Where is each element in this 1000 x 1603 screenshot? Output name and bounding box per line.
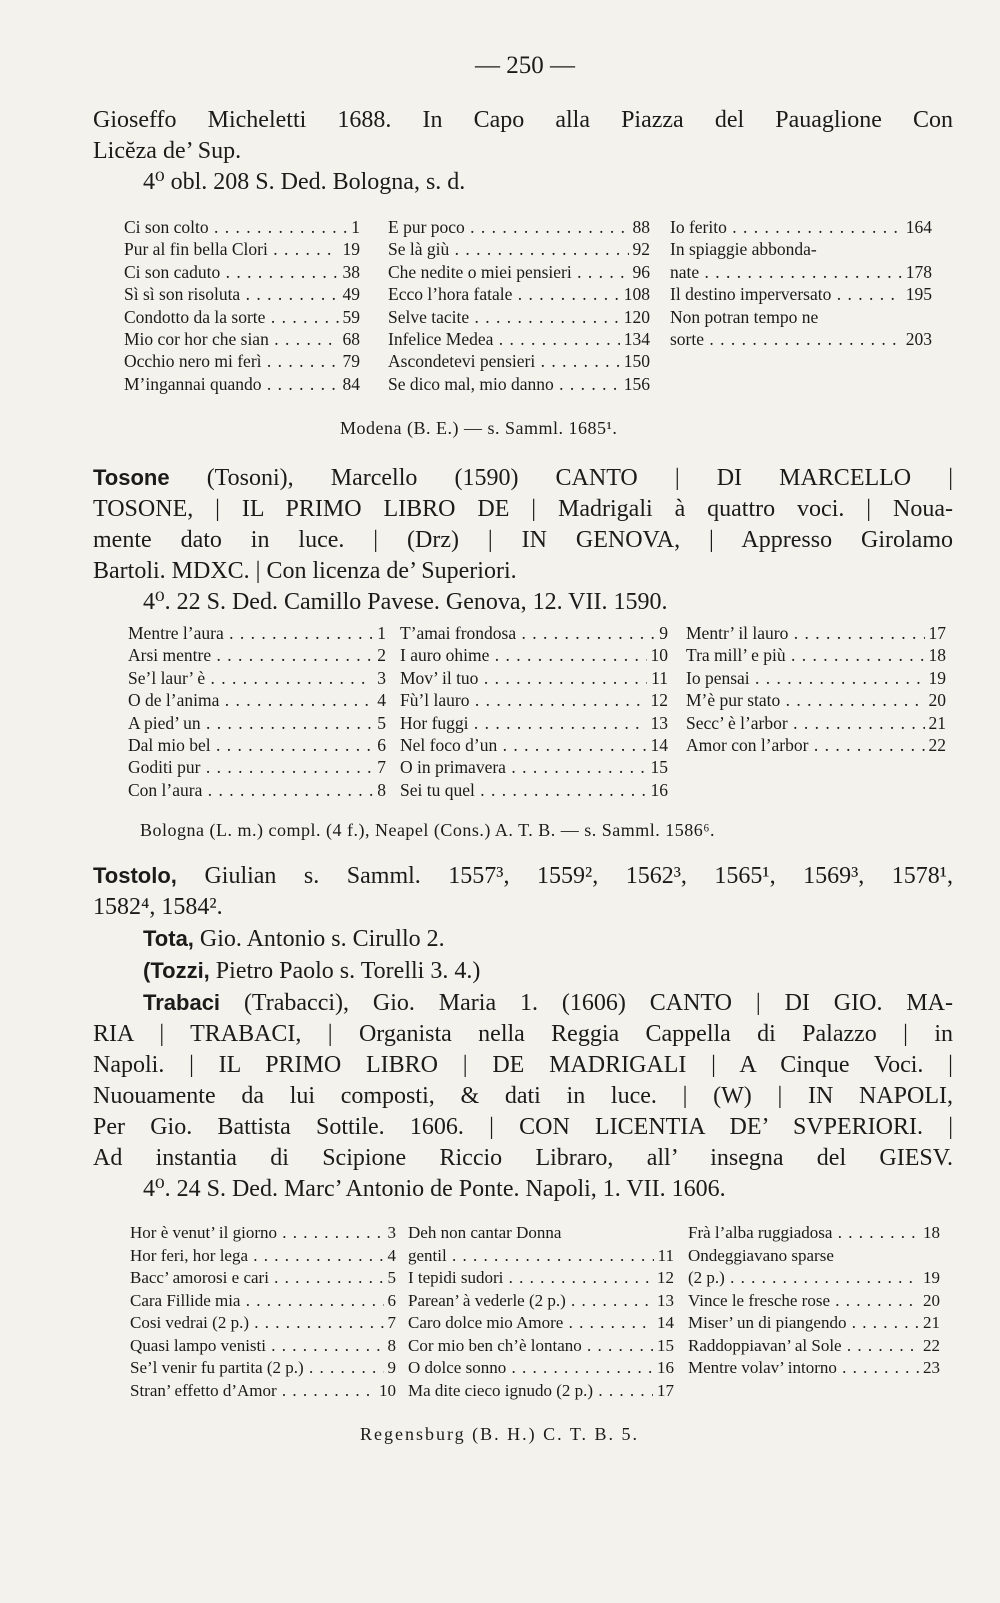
index-title: M’è pur stato . . . bbox=[686, 689, 925, 711]
index-title: Vince le fresche rose . . . bbox=[688, 1290, 919, 1313]
index-page-number: 22 bbox=[925, 734, 947, 756]
index-row bbox=[688, 1312, 940, 1335]
index-title: Hor è venut’ il giorno . . . bbox=[130, 1222, 384, 1245]
trabaci-line-3: Napoli. | IL PRIMO LIBRO | DE MADRIGALI | A Cinque Voci. | bbox=[93, 1052, 953, 1078]
index-page-number: 23 bbox=[919, 1357, 940, 1380]
index-title: Selve tacite . . . bbox=[388, 306, 620, 328]
index-page-number: 4 bbox=[373, 689, 386, 711]
index-title: Pur al fin bella Clori . . . bbox=[124, 238, 339, 260]
index-row bbox=[124, 238, 360, 260]
index-row bbox=[124, 350, 360, 372]
index-row bbox=[400, 667, 668, 689]
tota-text: Gio. Antonio s. Cirullo 2. bbox=[199, 926, 445, 952]
index-page-number: 16 bbox=[653, 1357, 674, 1380]
index-row bbox=[130, 1312, 396, 1335]
index-page-number: 17 bbox=[653, 1380, 674, 1403]
index-title: Mentre volav’ intorno . . . bbox=[688, 1357, 919, 1380]
index-row bbox=[670, 238, 932, 260]
tosone-index-table bbox=[128, 622, 946, 801]
index-page-number: 21 bbox=[919, 1312, 940, 1335]
index-row bbox=[670, 283, 932, 305]
index-row bbox=[388, 216, 650, 238]
tostolo-entry bbox=[93, 860, 953, 1205]
index-title: A pied’ un . . . bbox=[128, 712, 373, 734]
index-page-number: 1 bbox=[347, 216, 360, 238]
index-page-number: 38 bbox=[339, 261, 361, 283]
index-title: Ondeggiavano sparse bbox=[688, 1245, 834, 1265]
index-page-number: 3 bbox=[373, 667, 386, 689]
index-page-number: 5 bbox=[384, 1267, 397, 1290]
index-page-number: 4 bbox=[384, 1245, 397, 1268]
index-title: Parean’ à vederle (2 p.) . . . bbox=[408, 1290, 653, 1313]
tosone-entry bbox=[93, 462, 953, 618]
index-title: I auro ohime . . . bbox=[400, 644, 647, 666]
index-page-number: 150 bbox=[620, 350, 650, 372]
index-page-number: 6 bbox=[373, 734, 386, 756]
index-row bbox=[128, 779, 386, 801]
index-title: Secc’ è l’arbor . . . bbox=[686, 712, 925, 734]
index-row bbox=[128, 622, 386, 644]
index-row bbox=[408, 1290, 674, 1313]
index-page-number: 9 bbox=[655, 622, 668, 644]
index-row bbox=[686, 734, 946, 756]
tota-name: Tota, bbox=[143, 926, 194, 951]
index-page-number: 108 bbox=[620, 283, 650, 305]
index-row bbox=[388, 350, 650, 372]
index-title: Cosi vedrai (2 p.) . . . bbox=[130, 1312, 384, 1335]
index-title: Se’l laur’ è . . . bbox=[128, 667, 373, 689]
index-title: E pur poco . . . bbox=[388, 216, 629, 238]
tosone-line-2: TOSONE, | IL PRIMO LIBRO DE | Madrigali à quattro voci. | Noua- bbox=[93, 496, 953, 522]
index-row bbox=[130, 1222, 396, 1245]
index-row bbox=[388, 306, 650, 328]
index-row bbox=[124, 261, 360, 283]
index-title: Arsi mentre . . . bbox=[128, 644, 373, 666]
index-row bbox=[388, 261, 650, 283]
index-row bbox=[688, 1335, 940, 1358]
tosone-line-3: mente dato in luce. | (Drz) | IN GENOVA, | Appresso Girolamo bbox=[93, 527, 953, 553]
index-page-number: 17 bbox=[925, 622, 947, 644]
index-row bbox=[408, 1357, 674, 1380]
index-title: Mentre l’aura . . . bbox=[128, 622, 373, 644]
index-title: Mio cor hor che sian . . . bbox=[124, 328, 339, 350]
trabaci-line-4: Nuouamente da lui composti, & dati in luce. | (W) | IN NAPOLI, bbox=[93, 1083, 953, 1109]
tosone-location: Bologna (L. m.) compl. (4 f.), Neapel (Cons.) A. T. B. — s. Samml. 1586⁶. bbox=[140, 820, 716, 840]
micheletti-entry bbox=[93, 105, 953, 198]
index-page-number: 10 bbox=[375, 1380, 396, 1403]
index-page-number: 203 bbox=[902, 328, 932, 350]
tosone-col-3 bbox=[686, 622, 946, 801]
index-title: Amor con l’arbor . . . bbox=[686, 734, 925, 756]
micheletti-line-3: 4⁰ obl. 208 S. Ded. Bologna, s. d. bbox=[143, 169, 466, 195]
index-title: Il destino imperversato . . . bbox=[670, 283, 902, 305]
index-title: Ci son caduto . . . bbox=[124, 261, 339, 283]
trabaci-col-3 bbox=[688, 1222, 940, 1402]
index-page-number: 3 bbox=[384, 1222, 397, 1245]
index-page-number: 134 bbox=[620, 328, 650, 350]
index-title: Ma dite cieco ignudo (2 p.) . . . bbox=[408, 1380, 653, 1403]
index-row bbox=[128, 644, 386, 666]
index-row bbox=[130, 1380, 396, 1403]
index-title: Con l’aura . . . bbox=[128, 779, 373, 801]
tostolo-line-1: Giulian s. Samml. 1557³, 1559², 1562³, 1565¹, 1569³, 1578¹, bbox=[204, 863, 953, 889]
index-title: O dolce sonno . . . bbox=[408, 1357, 653, 1380]
index-title: Se là giù . . . bbox=[388, 238, 629, 260]
index-title: Io ferito . . . bbox=[670, 216, 902, 238]
index-title: Dal mio bel . . . bbox=[128, 734, 373, 756]
index-page-number: 7 bbox=[373, 756, 386, 778]
index-page-number: 21 bbox=[925, 712, 947, 734]
index-title: Mentr’ il lauro . . . bbox=[686, 622, 925, 644]
index-page-number: 11 bbox=[647, 667, 668, 689]
trabaci-line-2: RIA | TRABACI, | Organista nella Reggia Cappella di Palazzo | in bbox=[93, 1021, 953, 1047]
index-row bbox=[128, 734, 386, 756]
index-row bbox=[128, 712, 386, 734]
index-row bbox=[128, 756, 386, 778]
index-title: Se’l venir fu partita (2 p.) . . . bbox=[130, 1357, 384, 1380]
index-title: Frà l’alba ruggiadosa . . . bbox=[688, 1222, 919, 1245]
trabaci-line-7: 4⁰. 24 S. Ded. Marc’ Antonio de Ponte. Napoli, 1. VII. 1606. bbox=[143, 1176, 726, 1202]
index-page-number: 88 bbox=[629, 216, 651, 238]
tosone-line-1: (Tosoni), Marcello (1590) CANTO | DI MARCELLO | bbox=[206, 465, 954, 491]
index-page-number: 19 bbox=[925, 667, 947, 689]
index-page-number: 68 bbox=[339, 328, 361, 350]
index-title: Deh non cantar Donna bbox=[408, 1223, 562, 1242]
index-row bbox=[688, 1290, 940, 1313]
index-row bbox=[400, 689, 668, 711]
index-page-number: 19 bbox=[339, 238, 361, 260]
index-row bbox=[408, 1380, 674, 1403]
index-page-number: 120 bbox=[620, 306, 650, 328]
index-page-number: 9 bbox=[384, 1357, 397, 1380]
index-page-number: 2 bbox=[373, 644, 386, 666]
index-page-number: 178 bbox=[902, 261, 932, 283]
index-title: Condotto da la sorte . . . bbox=[124, 306, 339, 328]
index-page-number: 13 bbox=[647, 712, 669, 734]
micheletti-col-3 bbox=[670, 216, 932, 395]
tosone-name: Tosone bbox=[93, 465, 170, 490]
index-title: (2 p.) . . . bbox=[688, 1267, 919, 1290]
index-row bbox=[670, 216, 932, 238]
index-row bbox=[130, 1267, 396, 1290]
index-title: Ci son colto . . . bbox=[124, 216, 347, 238]
index-title: In spiaggie abbonda- bbox=[670, 239, 817, 260]
index-row bbox=[388, 238, 650, 260]
index-page-number: 16 bbox=[647, 779, 669, 801]
index-title: Io pensai . . . bbox=[686, 667, 925, 689]
tosone-col-1 bbox=[128, 622, 386, 801]
index-title: gentil . . . bbox=[408, 1245, 654, 1268]
index-row bbox=[400, 622, 668, 644]
index-title: Bacc’ amorosi e cari . . . bbox=[130, 1267, 384, 1290]
index-page-number: 15 bbox=[647, 756, 669, 778]
tosone-col-2 bbox=[400, 622, 668, 801]
index-title: Raddoppiavan’ al Sole . . . bbox=[688, 1335, 919, 1358]
index-title: Stran’ effetto d’Amor . . . bbox=[130, 1380, 375, 1403]
index-row bbox=[686, 667, 946, 689]
index-title: Sì sì son risoluta . . . bbox=[124, 283, 339, 305]
index-row bbox=[124, 216, 360, 238]
index-title: Quasi lampo venisti . . . bbox=[130, 1335, 384, 1358]
index-title: O in primavera . . . bbox=[400, 756, 647, 778]
trabaci-col-1 bbox=[130, 1222, 396, 1402]
micheletti-col-2 bbox=[388, 216, 650, 395]
index-page-number: 6 bbox=[384, 1290, 397, 1313]
index-page-number: 14 bbox=[647, 734, 669, 756]
index-row bbox=[388, 283, 650, 305]
trabaci-line-5: Per Gio. Battista Sottile. 1606. | CON LICENTIA DE’ SVPERIORI. | bbox=[93, 1114, 953, 1140]
index-row bbox=[400, 734, 668, 756]
index-row bbox=[130, 1357, 396, 1380]
index-title: Che nedite o miei pensieri . . . bbox=[388, 261, 629, 283]
micheletti-line-2: Licĕza de’ Sup. bbox=[93, 138, 242, 164]
index-title: Goditi pur . . . bbox=[128, 756, 373, 778]
tosone-line-5: 4⁰. 22 S. Ded. Camillo Pavese. Genova, 12. VII. 1590. bbox=[143, 589, 668, 615]
index-title: Hor fuggi . . . bbox=[400, 712, 647, 734]
index-row bbox=[124, 328, 360, 350]
index-title: I tepidi sudori . . . bbox=[408, 1267, 653, 1290]
index-page-number: 14 bbox=[653, 1312, 674, 1335]
index-row bbox=[124, 283, 360, 305]
index-title: Hor feri, hor lega . . . bbox=[130, 1245, 384, 1268]
index-title: Cor mio ben ch’è lontano . . . bbox=[408, 1335, 653, 1358]
index-page-number: 18 bbox=[919, 1222, 940, 1245]
index-page-number: 20 bbox=[925, 689, 947, 711]
index-page-number: 22 bbox=[919, 1335, 940, 1358]
index-title: Cara Fillide mia . . . bbox=[130, 1290, 384, 1313]
index-row bbox=[124, 306, 360, 328]
index-title: T’amai frondosa . . . bbox=[400, 622, 655, 644]
index-title: Non potran tempo ne bbox=[670, 306, 819, 327]
micheletti-index-table bbox=[124, 216, 932, 395]
index-row bbox=[670, 328, 932, 350]
index-page-number: 79 bbox=[339, 350, 361, 372]
index-row bbox=[400, 756, 668, 778]
index-page-number: 5 bbox=[373, 712, 386, 734]
trabaci-location: Regensburg (B. H.) C. T. B. 5. bbox=[360, 1424, 639, 1444]
index-title: Tra mill’ e più . . . bbox=[686, 644, 925, 666]
index-row bbox=[408, 1245, 674, 1268]
index-title: nate . . . bbox=[670, 261, 902, 283]
index-row bbox=[388, 328, 650, 350]
index-title: Ascondetevi pensieri . . . bbox=[388, 350, 620, 372]
index-title: Sei tu quel . . . bbox=[400, 779, 647, 801]
index-page-number: 19 bbox=[919, 1267, 940, 1290]
index-title: Ecco l’hora fatale . . . bbox=[388, 283, 620, 305]
index-title: Infelice Medea . . . bbox=[388, 328, 620, 350]
index-page-number: 49 bbox=[339, 283, 361, 305]
index-page-number: 11 bbox=[654, 1245, 674, 1268]
index-page-number: 12 bbox=[647, 689, 669, 711]
tozzi-text: Pietro Paolo s. Torelli 3. 4.) bbox=[215, 958, 481, 984]
index-page-number: 195 bbox=[902, 283, 932, 305]
index-row bbox=[686, 689, 946, 711]
index-page-number: 59 bbox=[339, 306, 361, 328]
trabaci-index-table bbox=[130, 1222, 940, 1402]
index-page-number: 12 bbox=[653, 1267, 674, 1290]
index-page-number: 164 bbox=[902, 216, 932, 238]
index-page-number: 92 bbox=[629, 238, 651, 260]
index-row bbox=[130, 1335, 396, 1358]
trabaci-line-6: Ad instantia di Scipione Riccio Libraro, all’ insegna del GIESV. bbox=[93, 1145, 953, 1171]
index-row bbox=[688, 1267, 940, 1290]
index-page-number: 7 bbox=[384, 1312, 397, 1335]
index-row bbox=[400, 644, 668, 666]
index-page-number: 15 bbox=[653, 1335, 674, 1358]
trabaci-name: Trabaci bbox=[143, 990, 221, 1015]
index-row bbox=[686, 622, 946, 644]
index-title: O de l’anima . . . bbox=[128, 689, 373, 711]
tostolo-line-2: 1582⁴, 1584². bbox=[93, 894, 223, 920]
index-row bbox=[408, 1312, 674, 1335]
trabaci-line-1: (Trabacci), Gio. Maria 1. (1606) CANTO | DI GIO. MA- bbox=[243, 990, 953, 1016]
index-title: Miser’ un di piangendo . . . bbox=[688, 1312, 919, 1335]
index-row bbox=[688, 1222, 940, 1245]
index-row bbox=[686, 644, 946, 666]
page-number: — 250 — bbox=[475, 52, 575, 79]
index-title: Fù’l lauro . . . bbox=[400, 689, 647, 711]
index-page-number: 8 bbox=[373, 779, 386, 801]
tosone-line-4: Bartoli. MDXC. | Con licenza de’ Superiori. bbox=[93, 558, 517, 584]
index-page-number: 20 bbox=[919, 1290, 940, 1313]
index-row bbox=[408, 1222, 674, 1245]
tostolo-name: Tostolo, bbox=[93, 863, 177, 888]
index-page-number: 13 bbox=[653, 1290, 674, 1313]
index-row bbox=[400, 712, 668, 734]
micheletti-line-1: Gioseffo Micheletti 1688. In Capo alla Piazza del Pauaglione Con bbox=[93, 107, 953, 133]
index-title: sorte . . . bbox=[670, 328, 902, 350]
tozzi-name: (Tozzi, bbox=[143, 958, 210, 983]
index-title: M’ingannai quando . . . bbox=[124, 373, 339, 395]
index-row bbox=[688, 1357, 940, 1380]
index-title: Nel foco d’un . . . bbox=[400, 734, 647, 756]
micheletti-location: Modena (B. E.) — s. Samml. 1685¹. bbox=[340, 418, 618, 438]
index-page-number: 84 bbox=[339, 373, 361, 395]
index-row bbox=[688, 1245, 940, 1268]
index-row bbox=[130, 1245, 396, 1268]
index-row bbox=[124, 373, 360, 395]
index-row bbox=[128, 667, 386, 689]
index-title: Mov’ il tuo . . . bbox=[400, 667, 647, 689]
index-row bbox=[408, 1335, 674, 1358]
index-row bbox=[388, 373, 650, 395]
micheletti-col-1 bbox=[124, 216, 360, 395]
index-title: Occhio nero mi ferì . . . bbox=[124, 350, 339, 372]
index-row bbox=[400, 779, 668, 801]
index-title: Caro dolce mio Amore . . . bbox=[408, 1312, 653, 1335]
index-row bbox=[408, 1267, 674, 1290]
index-page-number: 156 bbox=[620, 373, 650, 395]
index-page-number: 8 bbox=[384, 1335, 397, 1358]
index-title: Se dico mal, mio danno . . . bbox=[388, 373, 620, 395]
index-page-number: 18 bbox=[925, 644, 947, 666]
index-row bbox=[670, 306, 932, 328]
trabaci-col-2 bbox=[408, 1222, 674, 1402]
index-page-number: 1 bbox=[373, 622, 386, 644]
index-row bbox=[128, 689, 386, 711]
index-page-number: 10 bbox=[647, 644, 669, 666]
index-row bbox=[130, 1290, 396, 1313]
index-row bbox=[670, 261, 932, 283]
index-row bbox=[686, 712, 946, 734]
index-page-number: 96 bbox=[629, 261, 651, 283]
